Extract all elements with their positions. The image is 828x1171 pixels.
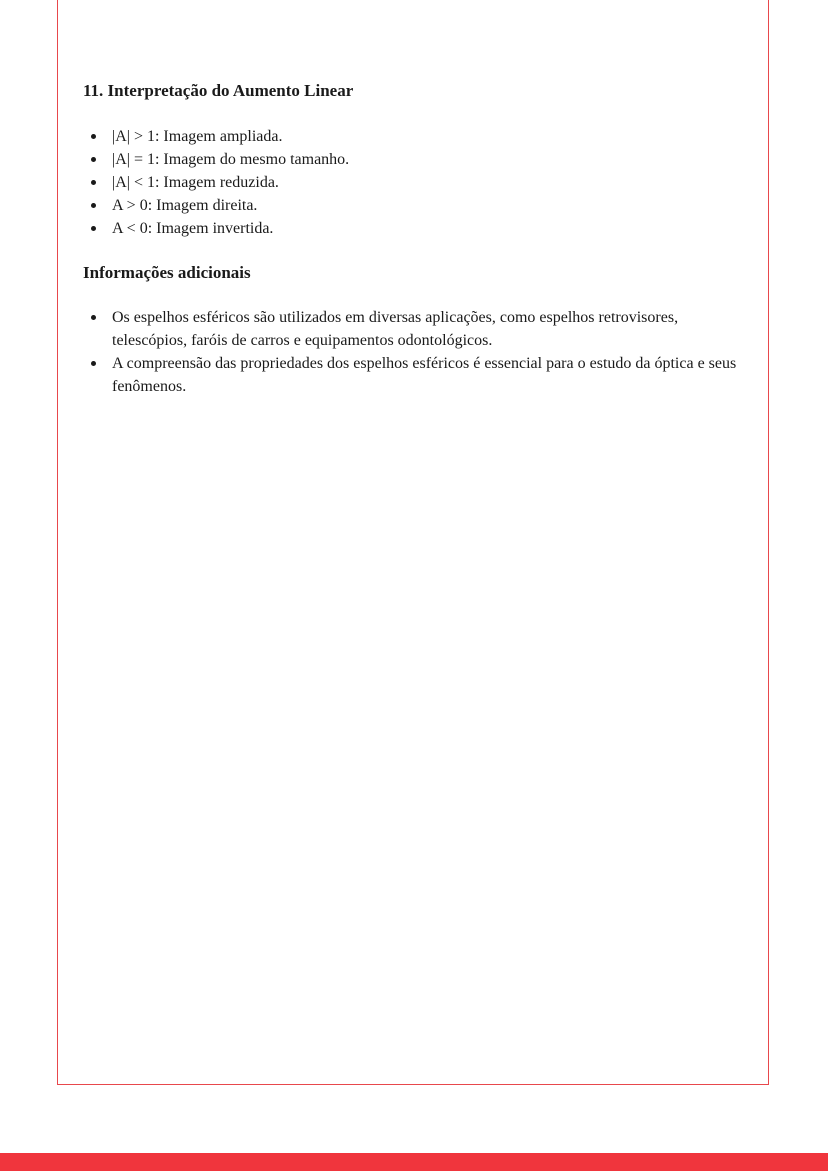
bullet-icon — [91, 134, 96, 139]
list-item-text: |A| > 1: Imagem ampliada. — [112, 128, 283, 145]
list-item-text: A > 0: Imagem direita. — [112, 197, 258, 214]
interpretacao-list — [83, 125, 743, 240]
bullet-icon — [91, 361, 96, 366]
list-item — [83, 217, 743, 240]
document-content — [83, 79, 743, 398]
list-item — [83, 171, 743, 194]
list-item — [83, 194, 743, 217]
list-item-text: |A| < 1: Imagem reduzida. — [112, 174, 279, 191]
bullet-icon — [91, 157, 96, 162]
bullet-icon — [91, 203, 96, 208]
bullet-icon — [91, 226, 96, 231]
list-item — [83, 352, 743, 398]
list-item-text: A < 0: Imagem invertida. — [112, 220, 274, 237]
informacoes-list — [83, 306, 743, 398]
section-heading-interpretacao: 11. Interpretação do Aumento Linear — [83, 81, 354, 100]
list-item-text: Os espelhos esféricos são utilizados em diversas aplicações, como espelhos retrovisores, telescópios, faróis de carros e equipamentos odontológicos. — [112, 309, 679, 349]
section-heading-informacoes: Informações adicionais — [83, 263, 251, 282]
list-item-text: |A| = 1: Imagem do mesmo tamanho. — [112, 151, 350, 168]
bullet-icon — [91, 180, 96, 185]
list-item — [83, 306, 743, 352]
list-item — [83, 125, 743, 148]
list-item — [83, 148, 743, 171]
bullet-icon — [91, 315, 96, 320]
footer-bar — [0, 1153, 828, 1171]
list-item-text: A compreensão das propriedades dos espelhos esféricos é essencial para o estudo da óptica e seus fenômenos. — [112, 355, 737, 395]
